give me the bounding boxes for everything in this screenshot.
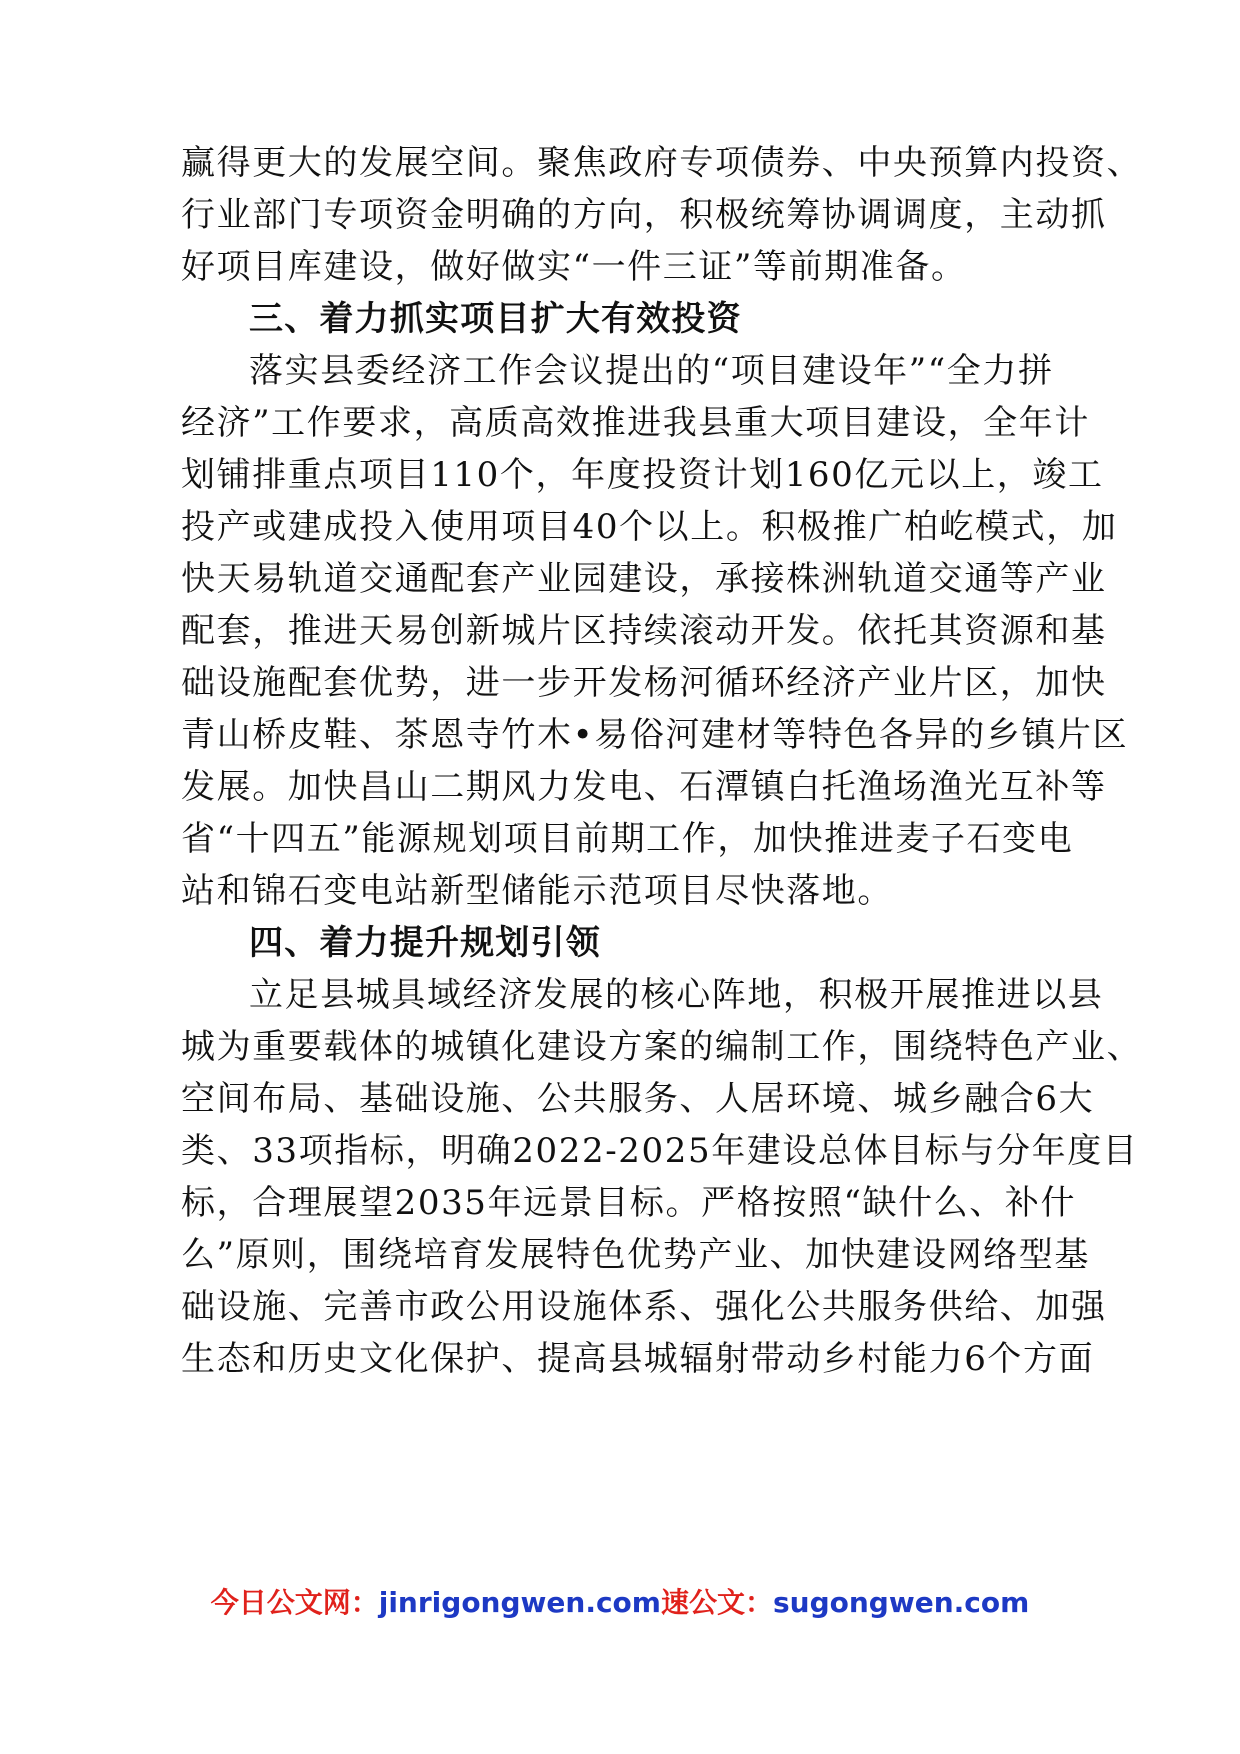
body-line-3: 好项目库建设，做好做实“一件三证”等前期准备。 xyxy=(181,247,967,287)
body-line-6: 经济”工作要求，高质高效推进我县重大项目建设，全年计 xyxy=(181,403,1090,443)
footer-link-2[interactable]: sugongwen.com xyxy=(772,1586,1030,1619)
body-line-15: 站和锦石变电站新型储能示范项目尽快落地。 xyxy=(181,871,893,911)
body-line-1: 赢得更大的发展空间。聚焦政府专项债券、中央预算内投资、 xyxy=(181,143,1143,183)
body-line-14: 省“十四五”能源规划项目前期工作，加快推进麦子石变电 xyxy=(181,819,1074,859)
body-line-20: 类、33项指标，明确2022-2025年建设总体目标与分年度目 xyxy=(181,1131,1139,1171)
body-line-8: 投产或建成投入使用项目40个以上。积极推广柏屹模式，加 xyxy=(181,507,1118,547)
body-line-17: 立足县城具域经济发展的核心阵地，积极开展推进以县 xyxy=(249,975,1104,1015)
footer-label-2: 速公文： xyxy=(660,1586,773,1619)
body-line-13: 发展。加快昌山二期风力发电、石潭镇白托渔场渔光互补等 xyxy=(181,767,1107,807)
section-heading-3: 三、着力抓实项目扩大有效投资 xyxy=(249,299,742,339)
body-line-7: 划铺排重点项目110个，年度投资计划160亿元以上，竣工 xyxy=(181,455,1104,495)
body-line-5: 落实县委经济工作会议提出的“项目建设年”“全力拼 xyxy=(249,351,1054,391)
footer-watermark xyxy=(0,1583,1240,1623)
body-line-9: 快天易轨道交通配套产业园建设，承接株洲轨道交通等产业 xyxy=(181,559,1107,599)
body-line-11: 础设施配套优势，进一步开发杨河循环经济产业片区，加快 xyxy=(181,663,1107,703)
body-line-10: 配套，推进天易创新城片区持续滚动开发。依托其资源和基 xyxy=(181,611,1107,651)
section-heading-4: 四、着力提升规划引领 xyxy=(249,923,601,963)
body-line-21: 标，合理展望2035年远景目标。严格按照“缺什么、补什 xyxy=(181,1183,1077,1223)
body-line-23: 础设施、完善市政公用设施体系、强化公共服务供给、加强 xyxy=(181,1287,1107,1327)
body-line-18: 城为重要载体的城镇化建设方案的编制工作，围绕特色产业、 xyxy=(181,1027,1143,1067)
footer-link-1[interactable]: jinrigongwen.com xyxy=(378,1586,661,1619)
body-line-22: 么”原则，围绕培育发展特色优势产业、加快建设网络型基 xyxy=(181,1235,1090,1275)
body-line-19: 空间布局、基础设施、公共服务、人居环境、城乡融合6大 xyxy=(181,1079,1095,1119)
body-line-24: 生态和历史文化保护、提高县城辐射带动乡村能力6个方面 xyxy=(181,1339,1095,1379)
body-line-12: 青山桥皮鞋、茶恩寺竹木•易俗河建材等特色各异的乡镇片区 xyxy=(181,715,1129,755)
footer-label-1: 今日公文网： xyxy=(210,1586,379,1619)
body-line-2: 行业部门专项资金明确的方向，积极统筹协调调度，主动抓 xyxy=(181,195,1107,235)
